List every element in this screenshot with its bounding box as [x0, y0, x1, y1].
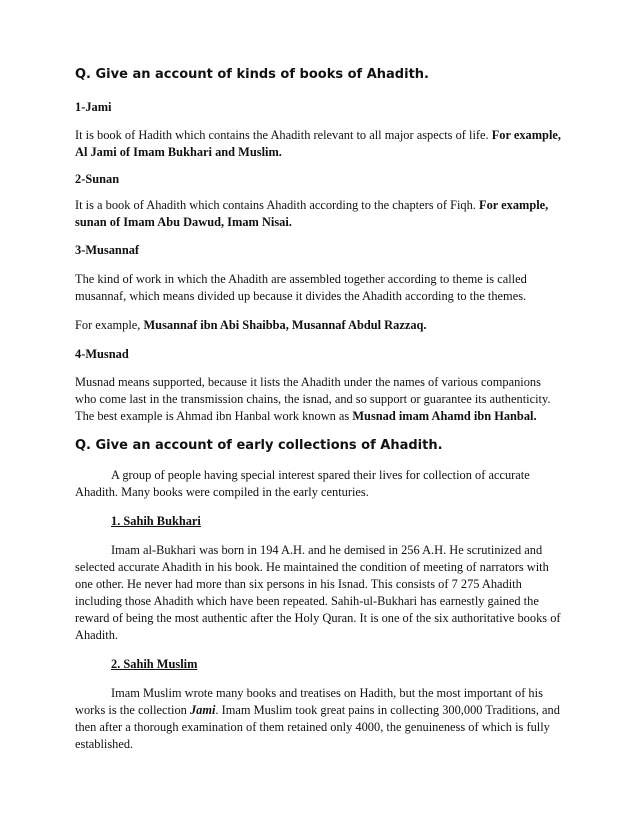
musnad-example: Musnad imam Ahamd ibn Hanbal.: [352, 409, 537, 423]
paragraph-collections-intro: A group of people having special interest spared their lives for collection of accurate Ahadith. Many books were compiled in the early centuries.: [75, 468, 530, 499]
paragraph-sunan: [75, 197, 565, 231]
jami-example: For example, Al Jami of Imam Bukhari and Muslim.: [75, 128, 561, 159]
paragraph-sahih-bukhari: Imam al-Bukhari was born in 194 A.H. and he demised in 256 A.H. He scrutinized and selected accurate Ahadith in his book. He maintained the condition of meeting of narrators with one other. He never had more than six persons in his Isnad. This consists of 7 275 Ahadith including those Ahadith which have been repeated. Sahih-ul-Bukhari has earnestly gained the reward of being the most authentic after the Holy Quran. It is one of the six authoritative books of Ahadith.: [75, 543, 561, 642]
sunan-example: For example, sunan of Imam Abu Dawud, Imam Nisai.: [75, 198, 549, 229]
paragraph-musnad: [75, 374, 565, 425]
subheading-musannaf: 3-Musannaf: [75, 243, 140, 257]
musannaf-example-prefix: For example,: [75, 318, 144, 332]
musannaf-example: Musannaf ibn Abi Shaibba, Musannaf Abdul Razzaq.: [143, 318, 427, 332]
document-body: [75, 66, 565, 753]
paragraph-musannaf-example: [75, 317, 565, 334]
muslim-emphasis: Jami: [189, 703, 216, 717]
jami-text: It is book of Hadith which contains the Ahadith relevant to all major aspects of life.: [75, 128, 492, 142]
subheading-sunan: 2-Sunan: [75, 172, 120, 186]
muslim-text-before: Imam Muslim wrote many books and treatises on Hadith, but the most important of his works is the collection: [75, 686, 543, 717]
section-heading-kinds: Q. Give an account of kinds of books of Ahadith.: [75, 67, 429, 82]
subheading-musnad: 4-Musnad: [75, 347, 129, 361]
subheading-sahih-muslim: 2. Sahih Muslim: [111, 657, 198, 671]
paragraph-musannaf: The kind of work in which the Ahadith are assembled together according to theme is called musannaf, which means divided up because it divides the Ahadith according to the themes.: [75, 272, 527, 303]
subheading-sahih-bukhari: 1. Sahih Bukhari: [111, 514, 201, 528]
section-heading-collections: Q. Give an account of early collections of Ahadith.: [75, 438, 443, 453]
subheading-jami: 1-Jami: [75, 100, 112, 114]
paragraph-jami: [75, 127, 565, 161]
musnad-text: Musnad means supported, because it lists the Ahadith under the names of various companions who come last in the transmission chains, the isnad, and so support or guarantee its authenticity. The best example is Ahmad ibn Hanbal work known as: [75, 375, 551, 423]
muslim-text-after: . Imam Muslim took great pains in collecting 300,000 Traditions, and then after a thorough examination of them retained only 4000, the genuineness of which is fully established.: [75, 703, 560, 751]
sunan-text: It is a book of Ahadith which contains Ahadith according to the chapters of Fiqh.: [75, 198, 479, 212]
paragraph-sahih-muslim: [75, 685, 565, 753]
